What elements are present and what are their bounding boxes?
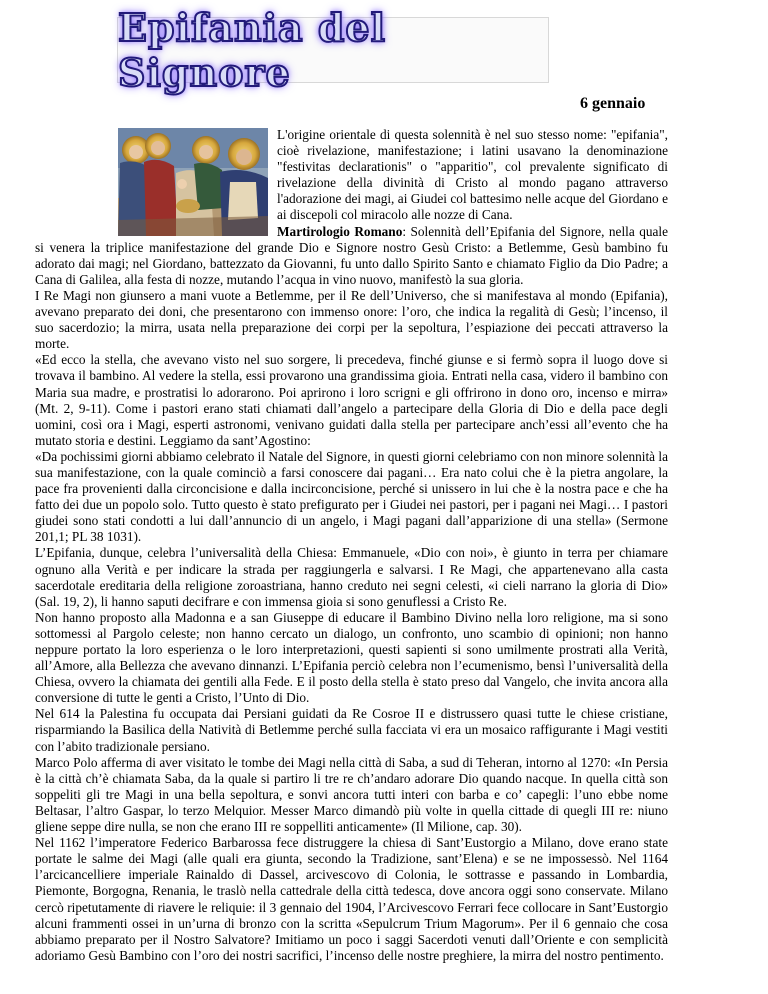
paragraph-gifts: I Re Magi non giunsero a mani vuote a Betlemme, per il Re dell’Universo, che si manifestava al mondo (Epifania), avevano preparato dei doni, che presentarono con immenso onore: l’oro, che indica la regalità di Gesù; l’incenso, il suo sacerdozio; la mirra, usata nella preparazione dei corpi per la sepoltura, l’espiazione dei peccati attraverso la morte. xyxy=(35,287,668,352)
martirologio-text: : Solennità dell’Epifania del Signore, nella quale si venera la triplice manifestazione del grande Dio e Signore nostro Gesù Cristo: a Betlemme, Gesù bambino fu adorato dai magi; nel Giordano, battezzato da Giovanni, fu unto dallo Spirito Santo e chiamato Figlio da Dio Padre; a Cana di Galilea, alla festa di nozze, mutando l’acqua in vino nuovo, manifestò la sua gloria. xyxy=(35,223,669,287)
image-wrap-space xyxy=(35,127,277,239)
feast-date: 6 gennaio xyxy=(580,95,646,112)
paragraph-palestine: Nel 614 la Palestina fu occupata dai Persiani guidati da Re Cosroe II e distrussero quasi tutte le chiese cristiane, risparmiando la Basilica della Natività di Betlemme perché sulla facciata vi era un mosaico raffigurante i Magi vestiti con l’abito tradizionale persiano. xyxy=(35,706,668,754)
paragraph-marco-polo: Marco Polo afferma di aver visitato le tombe dei Magi nella città di Saba, a sud di Teheran, intorno al 1270: «In Persia è la città ch’è chiamata Saba, da la quale si partiro li tre re ch’andaro adorare Dio quando nacque. In quella città son soppeliti gli tre Magi in una bella sepoltura, e sonvi ancora tutti interi con barba e co’ capegli: l’uno ebbe nome Beltasar, l’altro Gaspar, lo terzo Melquior. Messer Marco dimandò più volte in quella cittade di quegli III re: niuno gliene seppe dire nulla, se non che erano III re soppelliti anticamente» (Il Milione, cap. 30). xyxy=(35,754,668,835)
paragraph-gospel-quote: «Ed ecco la stella, che avevano visto nel suo sorgere, li precedeva, finché giunse e si fermò sopra il luogo dove si trovava il bambino. Al vedere la stella, essi provarono una grandissima gioia. Entrati nella casa, videro il bambino con Maria sua madre, e prostratisi lo adorarono. Poi aprirono i loro scrigni e gli offrirono in dono oro, incenso e mirra» (Mt. 2, 9-11). Come i pastori erano stati chiamati dall’angelo a partecipare della Gloria di Dio e della pace degli uomini, così ora i Magi, esperti astronomi, venivano guidati dalla stella per partecipare anch’essi all’evento che ha mutato storia e destini. Leggiamo da sant’Agostino: xyxy=(35,352,668,448)
paragraph-intro: L'origine orientale di questa solennità è nel suo stesso nome: "epifania", cioè rivelazione, manifestazione; i latini usavano la denominazione "festivitas declarationis" o "apparitio", col prevalente significato di rivelazione della divinità di Cristo al mondo pagano attraverso l'adorazione dei magi, ai Giudei col battesimo nelle acque del Giordano e ai discepoli col miracolo alle nozze di Cana. xyxy=(277,127,668,223)
article-body xyxy=(35,127,668,964)
paragraph-relics: Nel 1162 l’imperatore Federico Barbarossa fece distruggere la chiesa di Sant’Eustorgio a Milano, dove erano state portate le salme dei Magi (alle quali era giunta, secondo la Tradizione, sant’Elena) e se ne impossessò. Nel 1164 l’arcicancelliere imperiale Rainaldo di Dassel, arcivescovo di Colonia, le sottrasse e passando in Lombardia, Piemonte, Borgogna, Renania, le traslò nella cattedrale della città tedesca, dove ancora oggi sono conservate. Milano cercò ripetutamente di riavere le reliquie: il 3 gennaio del 1904, l’Arcivescovo Ferrari fece collocare in Sant’Eustorgio alcuni frammenti ossei in un’urna di bronzo con la scritta «Sepulcrum Trium Magorum». Per il 6 gennaio che cosa abbiamo preparato per il Nostro Salvatore? Imitiamo un poco i saggi Sacerdoti venuti dall’Oriente e con semplicità adoriamo Gesù Bambino con l’oro dei nostri sacrifici, l’incenso delle nostre preghiere, la mirra del nostro pentimento. xyxy=(35,835,668,963)
page-title: Epifania del Signore xyxy=(118,5,387,95)
paragraph-augustine-quote: «Da pochissimi giorni abbiamo celebrato il Natale del Signore, in questi giorni celebriamo con non minore solennità la sua manifestazione, con la quale cominciò a farsi conoscere dai pagani… Era nato colui che è la pietra angolare, la pace fra provenienti dalla circoncisione e dalla incirconcisione, perché si unissero in lui che è la nostra pace e che ha fatto dei due un popolo solo. Tutto questo è stato prefigurato per i Giudei nei pastori, per i pagani nei Magi… I pastori giudei sono stati condotti a lui dall’annuncio di un angelo, i Magi pagani dall’apparizione di una stella» (Sermone 201,1; PL 38 1031). xyxy=(35,448,668,545)
title-banner xyxy=(117,5,549,95)
paragraph-submission: Non hanno proposto alla Madonna e a san Giuseppe di educare il Bambino Divino nella loro religione, ma si sono sottomessi al Pargolo celeste; non hanno cercato un dialogo, un confronto, uno scambio di opinioni; non hanno neppure portato la loro esperienza o le loro interpretazioni, questi sapienti si sono umilmente prostrati alla Verità, all’Amore, alla Bellezza che avevano dinnanzi. L’Epifania perciò celebra non l’ecumenismo, bensì l’universalità della Chiesa, ovvero la chiamata dei gentili alla Fede. E il posto della stella è stato preso dal Vangelo, che invita ancora alla conversione di tutte le genti a Cristo, l’Unto di Dio. xyxy=(35,609,668,706)
martirologio-label: Martirologio Romano xyxy=(277,223,403,239)
paragraph-universality: L’Epifania, dunque, celebra l’universalità della Chiesa: Emmanuele, «Dio con noi», è giunto in terra per chiamare ognuno alla Verità e per indicare la strada per raggiungerla e salvarsi. I Re Magi, che appartenevano alla casta sacerdotale ereditaria della religione zoroastriana, hanno creduto nei segni celesti, «i cieli narrano la gloria di Dio» (Sal. 19, 2), li hanno saputi decifrare e con immensa gioia si sono genuflessi a Cristo Re. xyxy=(35,545,668,609)
